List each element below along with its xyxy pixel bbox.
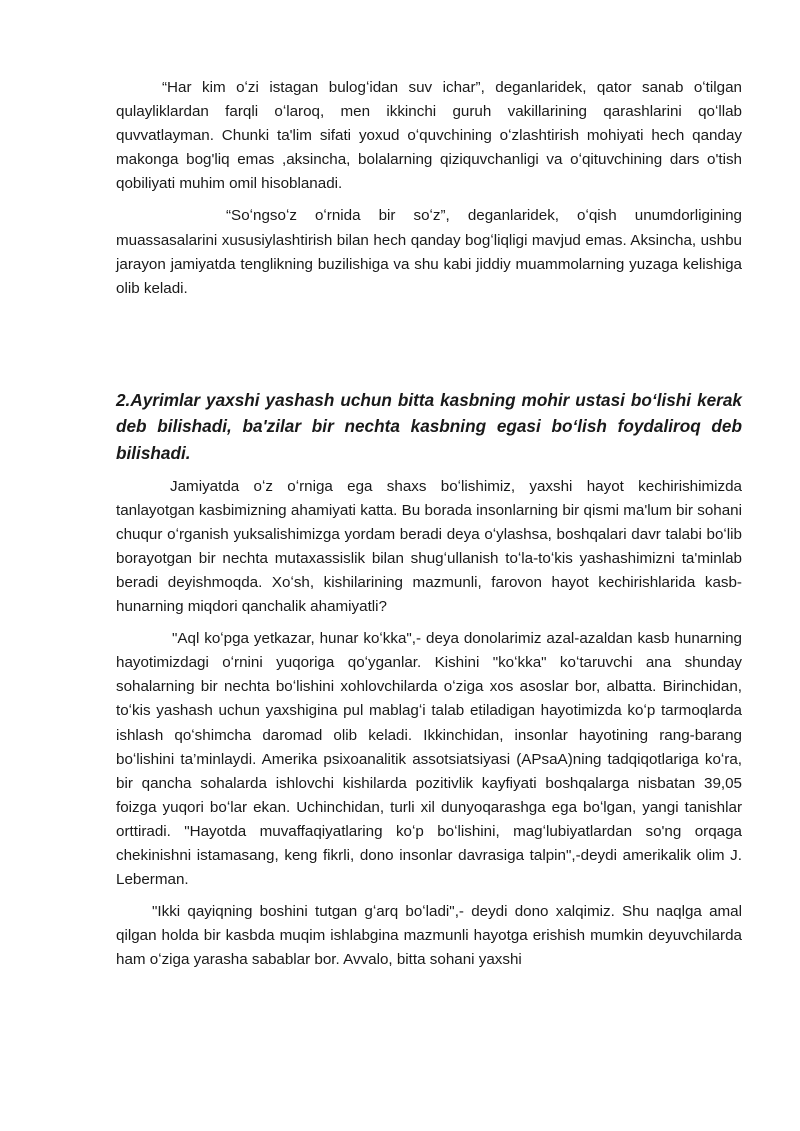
- paragraph-multiple-professions: "Aql koʻpga yetkazar, hunar koʻkka",- deya donolarimiz azal-azaldan kasb hunarning hayotimizdagi oʻrnini yuqoriga qoʻyganlar. Kishini "koʻkka" koʻtaruvchi ana shunday sohalarning bir nechta boʻlishini xohlovchilarda oʻziga xos asoslar bor, albatta. Birinchidan, toʻkis yashash uchun yaxshigina pul mablagʻi talab etiladigan hayotimizda koʻp tarmoqlarda ishlash qoʻshimcha daromad olib keladi. Ikkinchidan, insonlar hayotining rang-barang boʻlishini ta’minlaydi. Amerika psixoanalitik assotsiatsiyasi (APsaA)ning tadqiqotlariga koʻra, bir qancha sohalarda ishlovchi kishilarda pozitivlik kayfiyati boshqalarga nisbatan 39,05 foizga yuqori boʻlar ekan. Uchinchidan, turli xil dunyoqarashga ega boʻlgan, yangi tanishlar orttiradi. "Hayotda muvaffaqiyatlaring koʻp boʻlishini, magʻlubiyatlardan so'ng orqaga chekinishni istamasang, keng fikrli, dono insonlar davrasiga talpin",-deydi amerikalik olim J. Leberman.: [116, 630, 742, 889]
- paragraph-intro-quote: “Har kim oʻzi istagan bulogʻidan suv ichar”, deganlaridek, qator sanab oʻtilgan qulayliklardan farqli oʻlaroq, men ikkinchi guruh vakillarining qarashlarini qoʻllab quvvatlayman. Chunki ta'lim sifati yoxud oʻquvchining oʻzlashtirish mohiyati hech qanday makonga bog'liq emas ,aksincha, bolalarning qiziquvchanligi va oʻqituvchining dars o'tish qobiliyati muhim omil hisoblanadi.: [116, 79, 742, 193]
- paragraph-single-profession: "Ikki qayiqning boshini tutgan gʻarq boʻladi",- deydi dono xalqimiz. Shu naqlga amal qilgan holda bir kasbda muqim ishlabgina mazmunli hayotga erishish mumkin deyuvchilarda ham oʻziga yarasha sabablar bor. Avvalo, bitta sohani yaxshi: [116, 903, 742, 969]
- document-page: [116, 76, 742, 973]
- paragraph-conclusion: “Soʻngsoʻz oʻrnida bir soʻz”, deganlaridek, oʻqish unumdorligining muassasalarini xususiylashtirish bilan hech qanday bogʻliqligi mavjud emas. Aksincha, ushbu jarayon jamiyatda tenglikning buzilishiga va shu kabi jiddiy muammolarning yuzaga kelishiga olib keladi.: [116, 207, 742, 297]
- section-heading: 2.Ayrimlar yaxshi yashash uchun bitta kasbning mohir ustasi boʻlishi kerak deb bilishadi, ba'zilar bir nechta kasbning egasi boʻlish foydaliroq deb bilishadi.: [116, 389, 742, 464]
- paragraph-section-intro: Jamiyatda oʻz oʻrniga ega shaxs boʻlishimiz, yaxshi hayot kechirishimizda tanlayotgan kasbimizning ahamiyati katta. Bu borada insonlarning bir qismi ma'lum bir sohani chuqur oʻrganish yuksalishimizga yordam beradi deya oʻylashsa, boshqalari davr talabi boʻlib borayotgan bir nechta mutaxassislik bilan shugʻullanish toʻla-toʻkis yashashimizni ta'minlab beradi deyishmoqda. Xoʻsh, kishilarining mazmunli, farovon hayot kechirishlarida kasb-hunarning miqdori qanchalik ahamiyatli?: [116, 477, 742, 616]
